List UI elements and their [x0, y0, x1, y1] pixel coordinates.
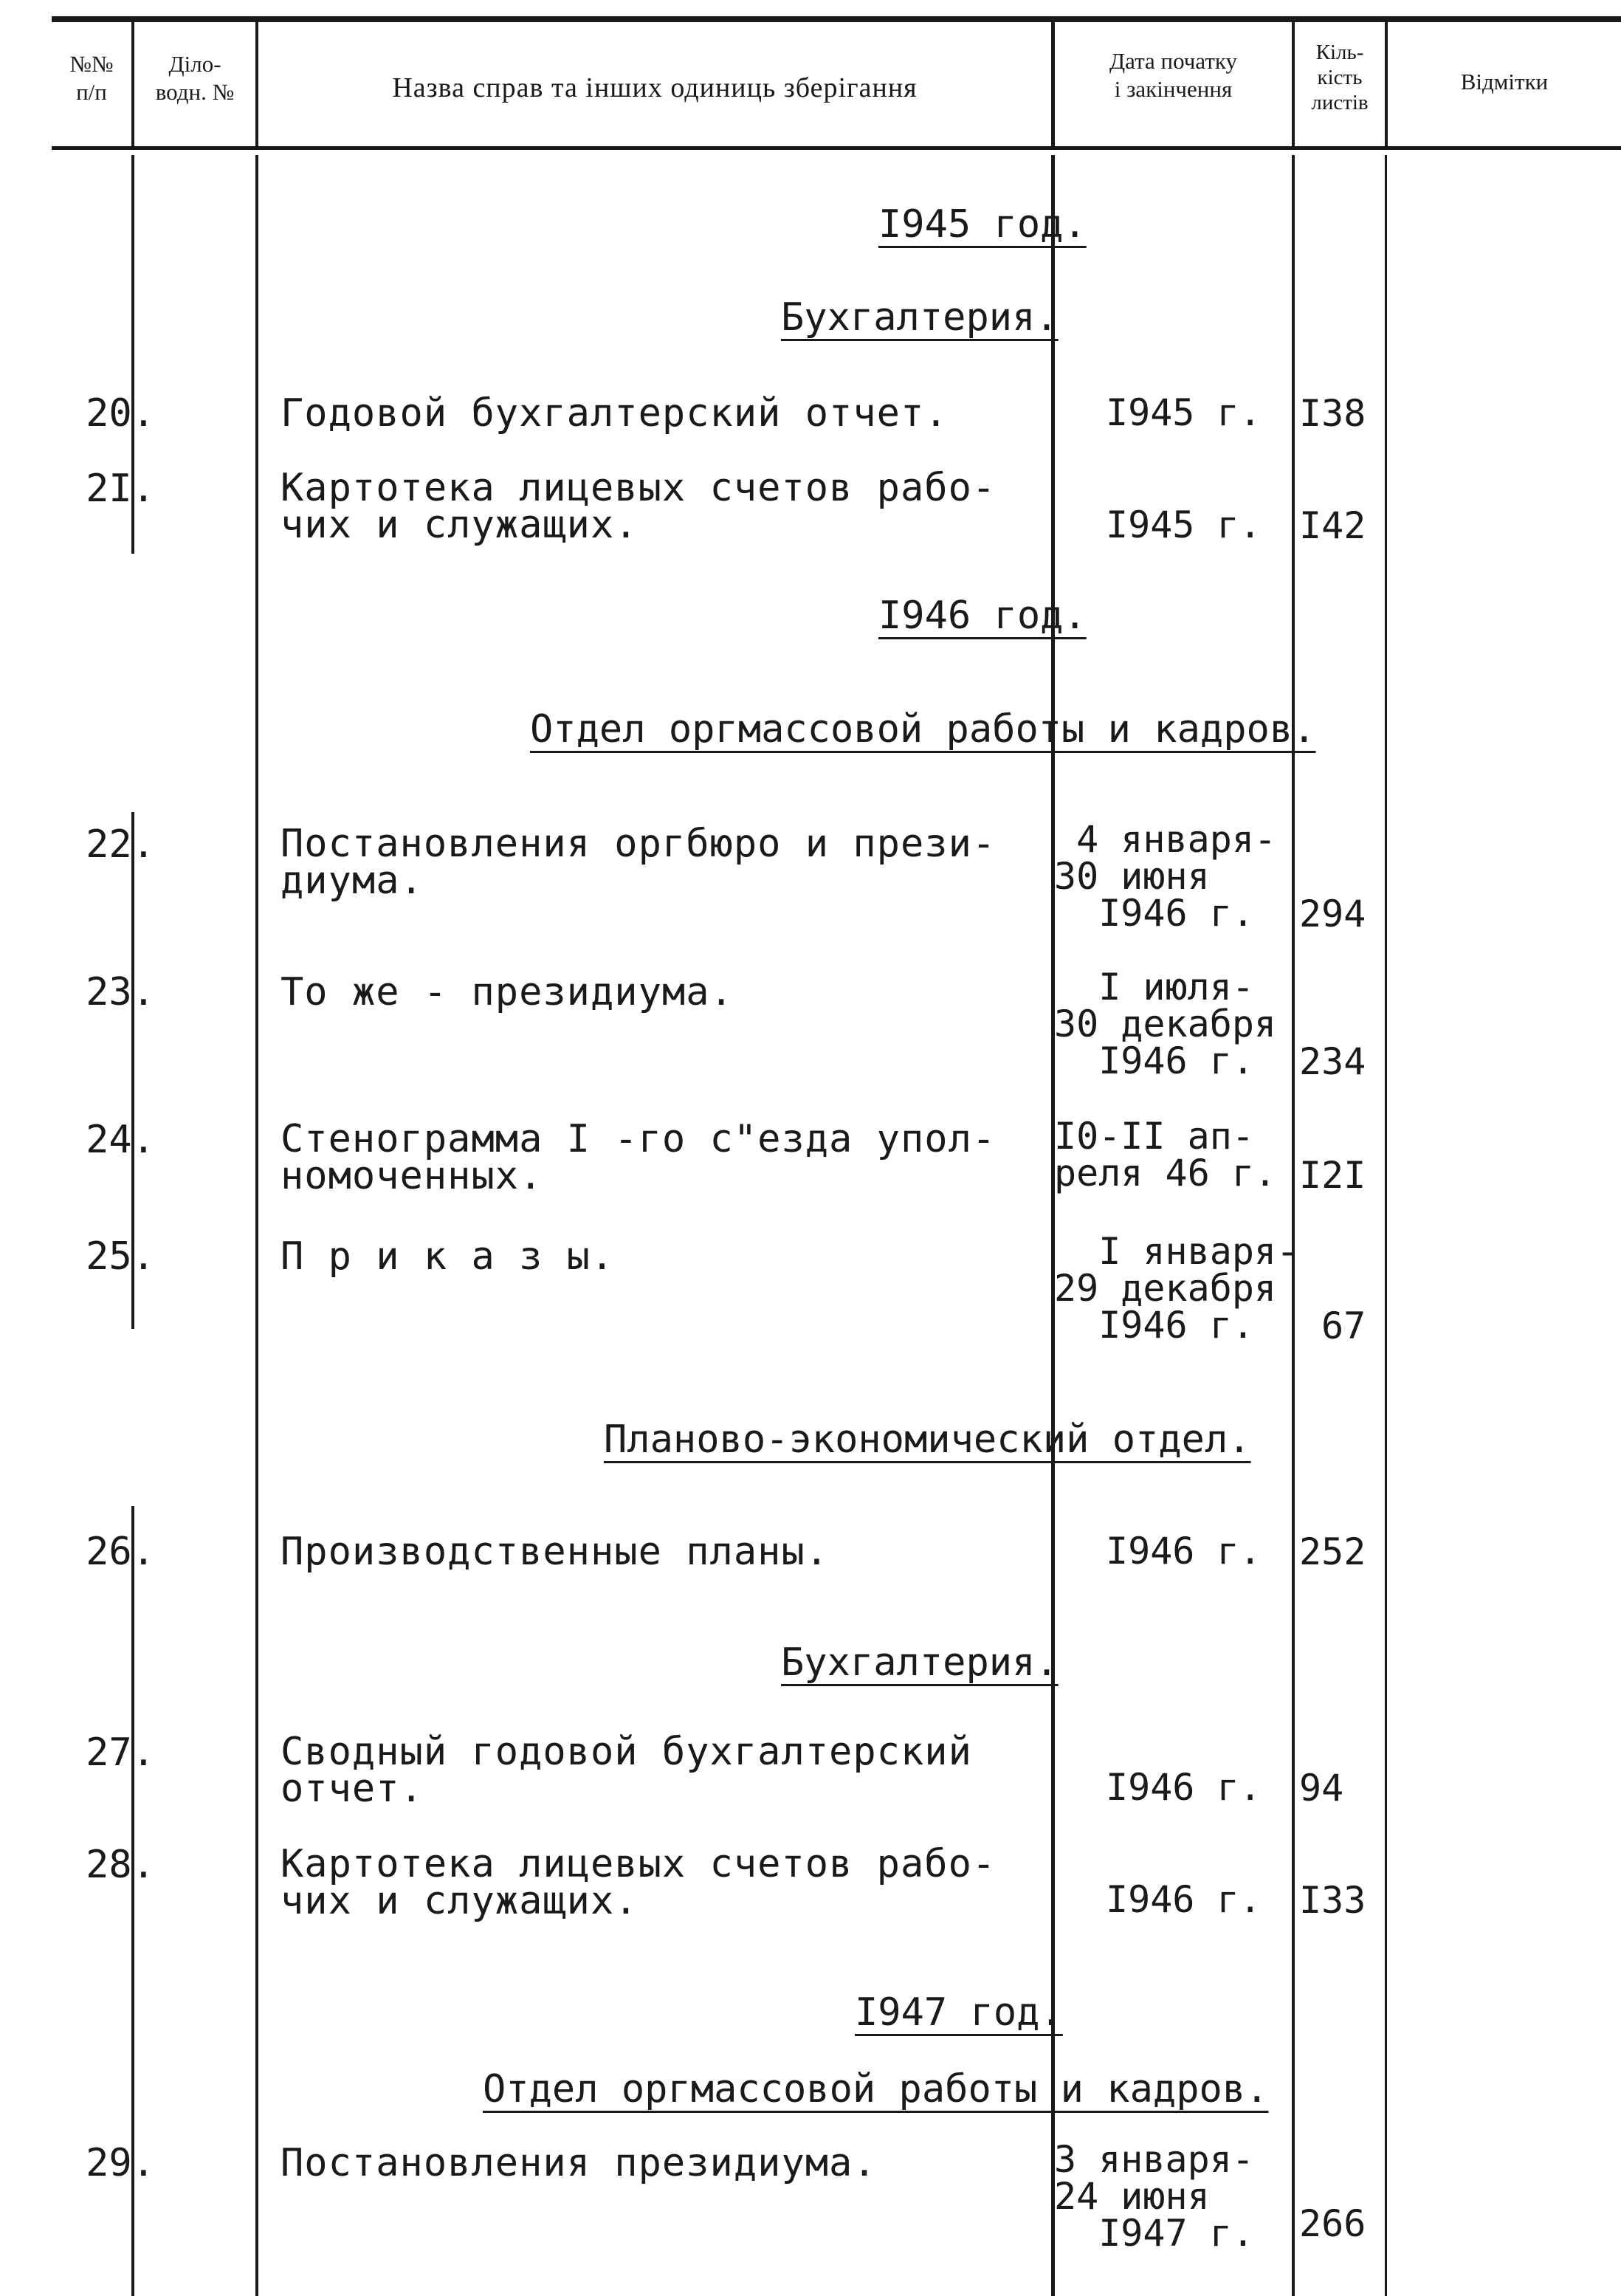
row-20-title: Годовой бухгалтерский отчет.	[281, 391, 949, 436]
body-line-sheets	[1292, 155, 1295, 2296]
row-23-title: То же - президиума.	[281, 970, 734, 1014]
header-col-notes: Відмітки	[1460, 69, 1549, 94]
row-20-num: 20.	[86, 391, 155, 436]
row-21-sheets: I42	[1299, 504, 1366, 547]
row-24-num: 24.	[86, 1118, 155, 1162]
row-26-date: I946 г.	[1106, 1530, 1262, 1573]
row-27-title: Сводный годовой бухгалтерский отчет.	[281, 1730, 972, 1811]
body-line-dates	[1051, 155, 1055, 2296]
row-26-title: Производственные планы.	[281, 1530, 830, 1574]
header-col-title: Назва справ та інших одиниць зберігання	[392, 72, 918, 103]
row-24-sheets: I2I	[1299, 1154, 1366, 1197]
header-col-sheets: Кіль- кість листів	[1311, 41, 1369, 114]
header-col-office: Діло- водн. №	[155, 51, 235, 105]
row-24-date: I0-II ап- реля 46 г.	[1054, 1115, 1277, 1195]
row-22-title: Постановления оргбюро и прези- диума.	[281, 822, 997, 903]
row-29-title: Постановления президиума.	[281, 2141, 877, 2185]
section-1946-planning: Планово-экономический отдел.	[604, 1417, 1251, 1462]
row-27-num: 27.	[86, 1730, 155, 1775]
row-23-sheets: 234	[1299, 1040, 1366, 1083]
section-1945-accounting: Бухгалтерия.	[781, 295, 1059, 340]
section-1946-accounting: Бухгалтерия.	[781, 1640, 1059, 1685]
row-25-title: П р и к а з ы.	[281, 1234, 615, 1279]
year-1947-heading: I947 год.	[855, 1990, 1063, 2035]
row-21-title: Картотека лицевых счетов рабо- чих и служащих.	[281, 466, 997, 547]
row-21-date: I945 г.	[1106, 503, 1262, 546]
year-1946-heading: I946 год.	[878, 594, 1087, 638]
row-20-date: I945 г.	[1106, 391, 1262, 434]
row-29-date: 3 января- 24 июня I947 г.	[1054, 2138, 1254, 2255]
row-27-sheets: 94	[1299, 1767, 1344, 1809]
row-20-sheets: I38	[1299, 392, 1366, 435]
row-23-date: I июля- 30 декабря I946 г.	[1054, 966, 1277, 1082]
row-28-num: 28.	[86, 1843, 155, 1887]
row-28-date: I946 г.	[1106, 1878, 1262, 1921]
row-22-date: 4 января- 30 июня I946 г.	[1054, 818, 1277, 935]
row-27-date: I946 г.	[1106, 1766, 1262, 1809]
year-1945-heading: I945 год.	[878, 202, 1087, 247]
top-rule	[52, 16, 1621, 22]
body-line-notes	[1385, 155, 1387, 2296]
row-25-sheets: 67	[1321, 1305, 1366, 1347]
body-line-office	[255, 155, 258, 2296]
row-22-num: 22.	[86, 822, 155, 867]
row-21-num: 2I.	[86, 467, 155, 511]
row-28-sheets: I33	[1299, 1879, 1366, 1922]
row-25-date: I января- 29 декабря I946 г.	[1054, 1230, 1299, 1347]
row-26-num: 26.	[86, 1530, 155, 1574]
section-1947-org: Отдел оргмассовой работы и кадров.	[483, 2067, 1269, 2111]
row-24-title: Стенограмма I -го с"езда упол- номоченных.	[281, 1117, 997, 1198]
row-22-sheets: 294	[1299, 893, 1366, 935]
header-col-num: №№ п/п	[69, 51, 114, 105]
row-26-sheets: 252	[1299, 1530, 1366, 1573]
row-29-sheets: 266	[1299, 2202, 1366, 2245]
row-28-title: Картотека лицевых счетов рабо- чих и служащих.	[281, 1842, 997, 1923]
header-col-dates: Дата початку і закінчення	[1109, 48, 1238, 102]
row-23-num: 23.	[86, 970, 155, 1014]
row-29-num: 29.	[86, 2141, 155, 2185]
section-1946-org: Отдел оргмассовой работы и кадров.	[530, 707, 1316, 752]
row-25-num: 25.	[86, 1234, 155, 1279]
